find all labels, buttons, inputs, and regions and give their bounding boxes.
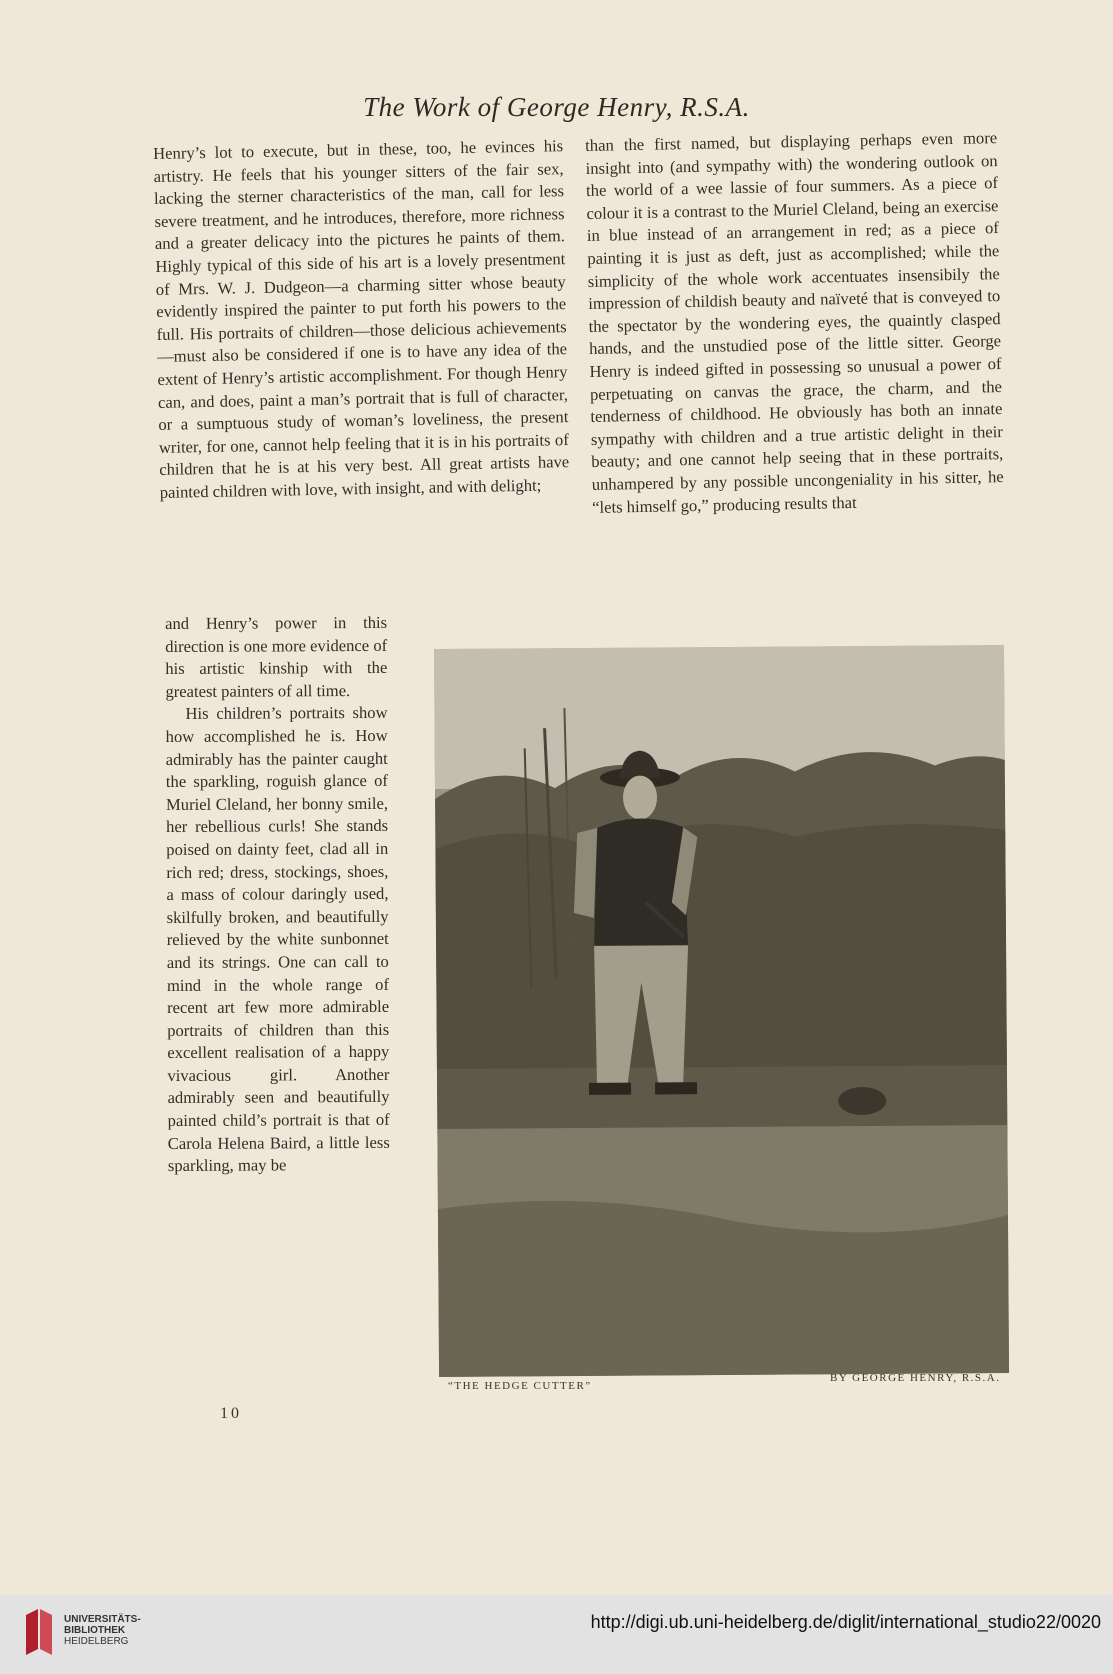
library-name bbox=[64, 1614, 141, 1647]
painting-right-boot bbox=[655, 1082, 697, 1094]
source-url-link[interactable]: http://digi.ub.uni-heidelberg.de/diglit/international_studio22/0020 bbox=[590, 1612, 1101, 1632]
painting-illustration bbox=[434, 645, 1009, 1377]
library-name-line: BIBLIOTHEK bbox=[64, 1625, 126, 1636]
paragraph: than the first named, but displaying perhaps even more insight into (and sympathy with) the wondering outlook on the world of a wee lassie of four summers. As a piece of colour it is a contrast to the Muriel Cleland, being an exercise in blue instead of an arrangement in red; as a piece of painting it is just as deft, just as accomplished; while the simplicity of the whole work accentuates insensibily the impression of childish beauty and naïveté that is conveyed to the spectator by the wondering eyes, the quaintly clasped hands, and the unstudied pose of the little sitter. George Henry is indeed gifted in possessing so unusual a power of perpetuating on canvas the grace, the charm, and the tenderness of childhood. He obviously has both an innate sympathy with children and a true artistic delight in their beauty; and one cannot help seeing that in these portraits, unhampered by any possible uncongeniality in his sitter, he “lets himself go,” producing results that bbox=[585, 128, 1004, 517]
plate-caption-credit: BY GEORGE HENRY, R.S.A. bbox=[830, 1372, 1001, 1384]
painting-left-sleeve bbox=[573, 828, 598, 918]
paragraph: and Henry’s power in this direction is one more evidence of his artistic kinship with the greatest painters of all time. bbox=[165, 612, 388, 701]
article-column-right bbox=[585, 127, 1004, 519]
painting-left-boot bbox=[589, 1083, 631, 1095]
plate-caption-title: “THE HEDGE CUTTER” bbox=[448, 1380, 592, 1392]
page-title: The Work of George Henry, R.S.A. bbox=[363, 92, 750, 122]
painting-face bbox=[623, 775, 657, 819]
hedge-cutter-painting bbox=[434, 645, 1009, 1377]
painting-hedge-shadow bbox=[435, 822, 1007, 1069]
paragraph: Henry’s lot to execute, but in these, too, he evinces his artistry. He feels that his younger sitters of the fair sex, lacking the sterner characteristics of the man, call for less severe treatment, and he introduces, therefore, more richness and a greater delicacy into the pictures he paints of them. Highly typical of this side of his art is a lovely presentment of Mrs. W. J. Dudgeon—a charming sitter whose beauty evidently inspired the painter to put forth his powers to the full. His portraits of children—those delicious achievements—must also be considered if one is to have any idea of the extent of Henry’s artistic accomplishment. For though Henry can, and does, paint a man’s portrait that is full of character, or a sumptuous study of woman’s loveliness, the present writer, for one, cannot help feeling that it is in his portraits of children that he is at his very best. All great artists have painted children with love, with insight, and with delight; bbox=[153, 136, 570, 502]
library-name-line: UNIVERSITÄTS- bbox=[64, 1614, 141, 1625]
library-logo-icon bbox=[22, 1607, 58, 1657]
library-name-line: HEIDELBERG bbox=[64, 1636, 129, 1647]
footer-bar bbox=[0, 1595, 1113, 1674]
article-column-left bbox=[153, 135, 570, 504]
paragraph: His children’s portraits show how accomplished he is. How admirably has the painter caught the sparkling, roguish glance of Muriel Cleland, her bonny smile, her rebellious curls! She stands poised on dainty feet, clad all in rich red; dress, stockings, shoes, a mass of colour daringly used, skilfully broken, and beautifully relieved by the white sunbonnet and its strings. One can call to mind in the whole range of recent art few more admirable portraits of children than this excellent realisation of a happy vivacious girl. Another admirably seen and beautifully painted child’s portrait is that of Carola Helena Baird, a little less sparkling, may be bbox=[165, 703, 390, 1176]
article-column-narrow bbox=[165, 612, 390, 1178]
page-number: 10 bbox=[220, 1405, 242, 1422]
